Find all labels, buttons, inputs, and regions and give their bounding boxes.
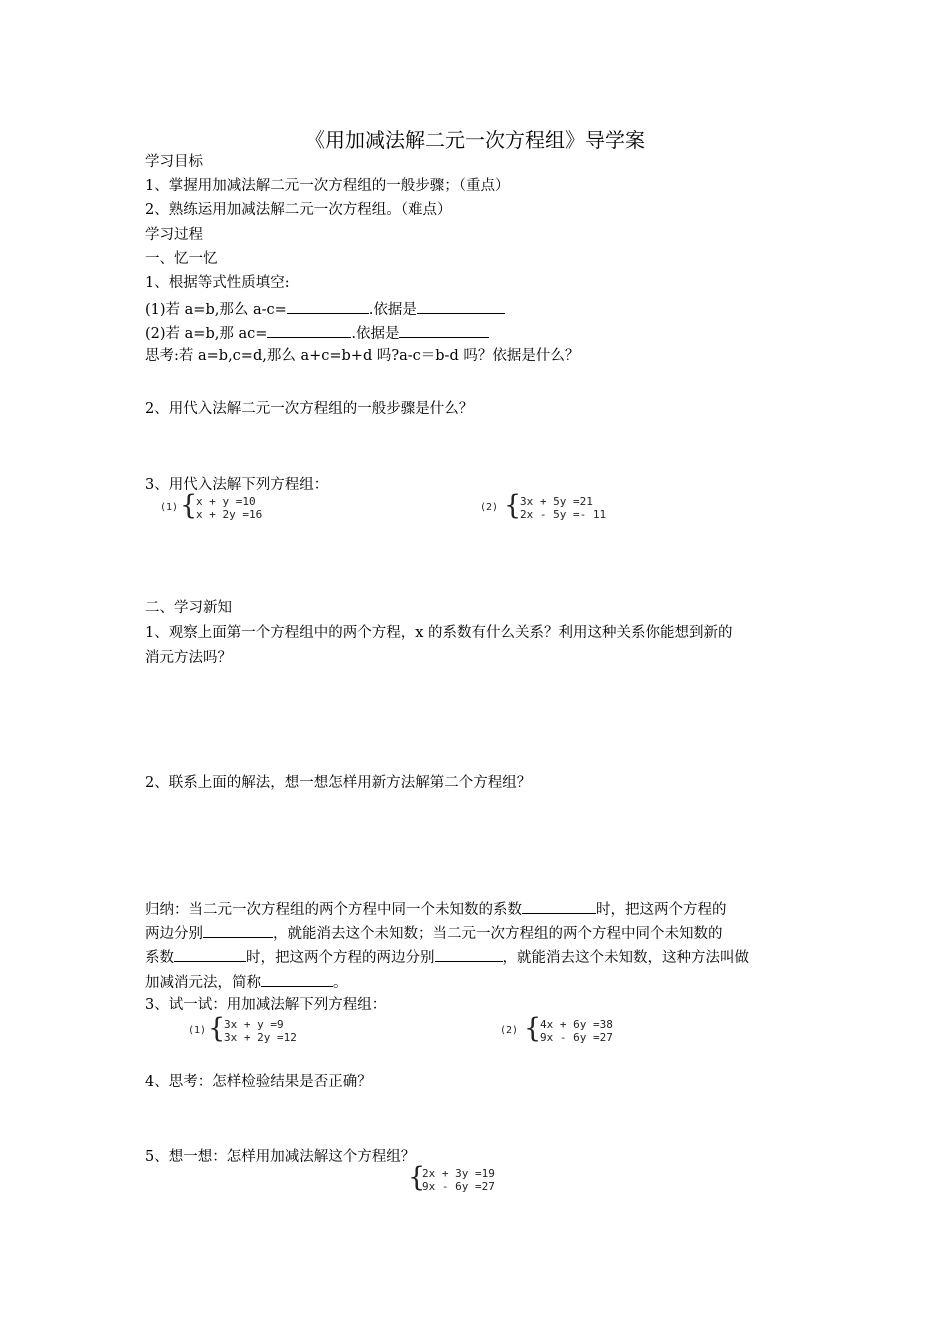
summary-line-3 [145, 946, 749, 968]
summary-line-4 [145, 971, 348, 993]
think-question: 思考:若 a=b,c=d,那么 a+c=b+d 吗?a-c＝b-d 吗？依据是什么？ [145, 348, 580, 364]
new-question-3: 3、试一试：用加减法解下列方程组： [145, 997, 387, 1013]
brace-icon: { [180, 490, 198, 521]
equation: 3x + 2y =12 [224, 1031, 297, 1044]
equation: 4x + 6y =38 [540, 1018, 613, 1031]
learning-process-heading: 学习过程 [145, 227, 203, 243]
learning-goals-heading: 学习目标 [145, 154, 203, 170]
equation-system-b1 [188, 1013, 358, 1047]
equation-system-a2 [480, 490, 680, 524]
summary-line-1 [145, 898, 727, 920]
question-1a-prefix: (1)若 a=b,那么 a-c= [145, 302, 287, 318]
summary-text: ，就能消去这个未知数，这种方法叫做 [502, 950, 749, 966]
answer-blank[interactable] [261, 971, 333, 987]
summary-text: 时，把这两个方程的两边分别 [246, 950, 435, 966]
question-1a [145, 298, 505, 320]
goal-1: 1、掌握用加减法解二元一次方程组的一般步骤；（重点） [145, 178, 510, 194]
equation-system-b2 [500, 1013, 690, 1047]
summary-text: ，就能消去这个未知数；当二元一次方程组的两个方程中同个未知数的 [273, 926, 723, 942]
summary-text: 时，把这两个方程的 [596, 902, 727, 918]
new-question-4: 4、思考：怎样检验结果是否正确？ [145, 1074, 372, 1090]
equation: x + 2y =16 [196, 508, 263, 521]
brace-icon: { [504, 490, 522, 521]
equation: 2x - 5y =- 11 [520, 508, 607, 521]
equation: 9x - 6y =27 [540, 1031, 613, 1044]
equation: x + y =10 [196, 495, 256, 508]
question-1: 1、根据等式性质填空: [145, 275, 290, 291]
question-1b-basis: .依据是 [351, 326, 400, 342]
answer-blank[interactable] [399, 322, 489, 338]
answer-blank[interactable] [203, 922, 273, 938]
summary-text: 两边分别 [145, 926, 203, 942]
question-2: 2、用代入法解二元一次方程组的一般步骤是什么？ [145, 401, 474, 417]
brace-icon: { [208, 1013, 226, 1044]
answer-blank[interactable] [435, 946, 503, 962]
goal-2: 2、熟练运用加减法解二元一次方程组。（难点） [145, 202, 452, 218]
new-question-1-line-2: 消元方法吗？ [145, 650, 232, 666]
section-1-heading: 一、忆一忆 [145, 251, 218, 267]
summary-text: 归纳：当二元一次方程组的两个方程中同一个未知数的系数 [145, 902, 522, 918]
summary-line-2 [145, 922, 723, 944]
answer-blank[interactable] [417, 298, 505, 314]
summary-text: 。 [333, 975, 348, 991]
brace-icon: { [524, 1013, 542, 1044]
question-1b-prefix: (2)若 a=b,那 ac= [145, 326, 268, 342]
answer-blank[interactable] [287, 298, 369, 314]
system-label: (2) [480, 502, 499, 513]
question-3: 3、用代入法解下列方程组： [145, 477, 329, 493]
equation: 3x + 5y =21 [520, 495, 593, 508]
question-1a-basis: .依据是 [368, 302, 417, 318]
section-2-heading: 二、学习新知 [145, 600, 232, 616]
answer-blank[interactable] [522, 898, 596, 914]
new-question-2: 2、联系上面的解法，想一想怎样用新方法解第二个方程组？ [145, 775, 532, 791]
answer-blank[interactable] [174, 946, 246, 962]
summary-text: 加减消元法，简称 [145, 975, 261, 991]
new-question-1-line-1: 1、观察上面第一个方程组中的两个方程，x 的系数有什么关系？利用这种关系你能想到新的 [145, 625, 733, 641]
equation-system-c1 [408, 1162, 568, 1196]
brace-icon: { [408, 1162, 426, 1193]
question-1b [145, 322, 489, 344]
summary-text: 系数 [145, 950, 174, 966]
answer-blank[interactable] [267, 322, 351, 338]
equation: 3x + y =9 [224, 1018, 284, 1031]
document-title: 《用加减法解二元一次方程组》导学案 [305, 128, 645, 152]
equation-system-a1 [160, 490, 340, 524]
system-label: (1) [160, 502, 179, 513]
equation: 9x - 6y =27 [422, 1180, 495, 1193]
equation: 2x + 3y =19 [422, 1167, 495, 1180]
new-question-5: 5、想一想：怎样用加减法解这个方程组？ [145, 1149, 416, 1165]
system-label: (1) [188, 1025, 207, 1036]
system-label: (2) [500, 1025, 519, 1036]
